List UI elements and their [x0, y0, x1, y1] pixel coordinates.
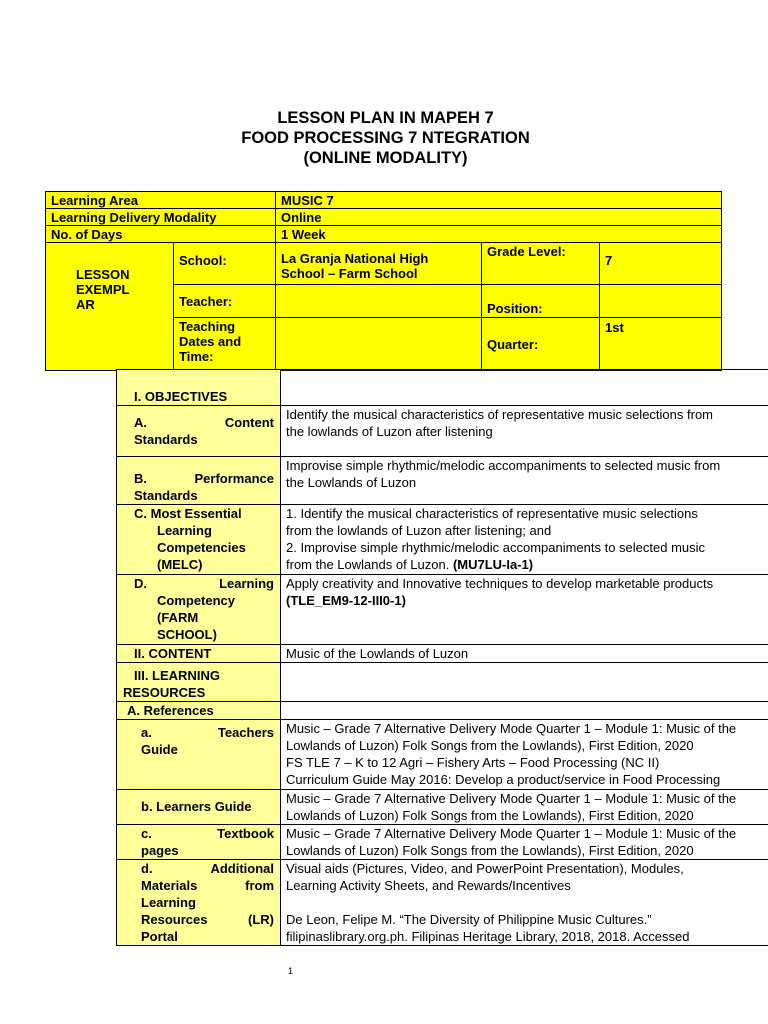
teaching-dates-label: Teaching Dates and Time:: [174, 318, 276, 371]
melc-code: (MU7LU-Ia-1): [452, 557, 534, 572]
lesson-exemplar-label: LESSON EXEMPL AR: [46, 243, 174, 371]
teacher-label: Teacher:: [174, 285, 276, 318]
additional-materials-text: Visual aids (Pictures, Video, and PowerPoint Presentation), Modules, Learning Activity Sheets, and Rewards/Incentives De Leon, Felipe M. “The Diversity of Philippine Music Cultures.” filipinaslibrary.org.ph. Filipinas Heritage Library, 2018, 2018. Accessed: [281, 860, 768, 946]
teaching-dates-value: [276, 318, 482, 371]
title-line-2: FOOD PROCESSING 7 NTEGRATION: [241, 129, 530, 147]
learners-guide-label: b. Learners Guide: [117, 790, 281, 825]
grade-level-label: Grade Level:: [482, 243, 600, 285]
lesson-header-table: [45, 191, 722, 371]
position-label: Position:: [482, 285, 600, 318]
teachers-guide-label: a. Teachers Guide: [117, 720, 281, 790]
teachers-guide-text: Music – Grade 7 Alternative Delivery Mode Quarter 1 – Module 1: Music of the Lowlands of Luzon) Folk Songs from the Lowlands), First Edition, 2020 FS TLE 7 – K to 12 Agri – Fishery Arts – Food Processing (NC II) Curriculum Guide May 2016: Develop a product/service in Food Processing: [281, 720, 768, 790]
document-title: [0, 108, 768, 168]
content-text: Music of the Lowlands of Luzon: [281, 645, 768, 663]
days-value: 1 Week: [276, 226, 722, 243]
learning-competency-label: D. Learning Competency (FARM SCHOOL): [117, 575, 281, 645]
references-heading: A. References: [117, 702, 281, 720]
position-value: [600, 285, 722, 318]
learning-competency-code: (TLE_EM9-12-III0-1): [286, 593, 406, 608]
learning-resources-heading: III. LEARNING RESOURCES: [117, 663, 281, 702]
school-value: La Granja National High School – Farm School: [276, 243, 482, 285]
content-heading: II. CONTENT: [117, 645, 281, 663]
delivery-modality-label: Learning Delivery Modality: [46, 209, 276, 226]
objectives-value: [281, 370, 768, 406]
quarter-value: 1st: [600, 318, 722, 371]
teacher-value: [276, 285, 482, 318]
melc-label: C. Most Essential Learning Competencies (MELC): [117, 505, 281, 575]
content-standards-text: Identify the musical characteristics of representative music selections from the lowlands of Luzon after listening: [281, 406, 768, 457]
lesson-body-table: [116, 369, 768, 946]
melc-text: 1. Identify the musical characteristics of representative music selections from the lowlands of Luzon after listening; and 2. Improvise simple rhythmic/melodic accompaniments to selected music from the Lowlands of Luzon. (MU7LU-Ia-1): [281, 505, 768, 575]
learning-resources-value: [281, 663, 768, 702]
title-line-1: LESSON PLAN IN MAPEH 7: [277, 109, 494, 127]
school-label: School:: [174, 243, 276, 285]
performance-standards-label: B. Performance Standards: [117, 457, 281, 505]
days-label: No. of Days: [46, 226, 276, 243]
learning-competency-text: Apply creativity and Innovative techniques to develop marketable products (TLE_EM9-12-III0-1): [281, 575, 768, 645]
title-line-3: (ONLINE MODALITY): [303, 149, 468, 167]
grade-level-value: 7: [600, 243, 722, 285]
learners-guide-text: Music – Grade 7 Alternative Delivery Mode Quarter 1 – Module 1: Music of the Lowlands of Luzon) Folk Songs from the Lowlands), First Edition, 2020: [281, 790, 768, 825]
page-number: 1: [288, 966, 294, 976]
textbook-pages-text: Music – Grade 7 Alternative Delivery Mode Quarter 1 – Module 1: Music of the Lowlands of Luzon) Folk Songs from the Lowlands), First Edition, 2020: [281, 825, 768, 860]
performance-standards-text: Improvise simple rhythmic/melodic accompaniments to selected music from the Lowlands of Luzon: [281, 457, 768, 505]
learning-area-label: Learning Area: [46, 192, 276, 209]
objectives-heading: I. OBJECTIVES: [117, 370, 281, 406]
delivery-modality-value: Online: [276, 209, 722, 226]
textbook-pages-label: c. Textbook pages: [117, 825, 281, 860]
references-value: [281, 702, 768, 720]
content-standards-label: A. Content Standards: [117, 406, 281, 457]
quarter-label: Quarter:: [482, 318, 600, 371]
additional-materials-label: d. Additional Materials from Learning Resources (LR) Portal: [117, 860, 281, 946]
learning-area-value: MUSIC 7: [276, 192, 722, 209]
